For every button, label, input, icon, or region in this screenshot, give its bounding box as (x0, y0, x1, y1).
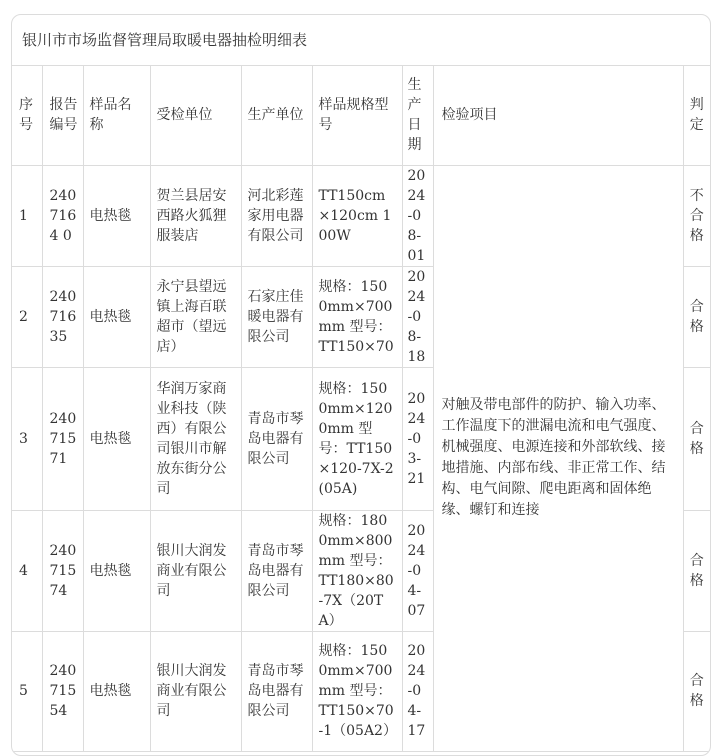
header-seq: 序号 (12, 66, 42, 165)
cell-sample-name: 电热毯 (83, 510, 150, 631)
cell-producer: 石家庄佳暖电器有限公司 (241, 266, 312, 367)
cell-spec-model: 规格：1800mm×800mm 型号：TT180×80-7X（20TA） (312, 510, 402, 631)
cell-production-date: 2024-04-07 (402, 510, 433, 631)
cell-spec-model: 规格：1500mm×700mm 型号：TT150×70 (312, 266, 402, 367)
cell-production-date: 2024-04-17 (402, 631, 433, 751)
cell-report-no: 24071571 (42, 367, 83, 510)
header-production-date: 生产日期 (402, 66, 433, 165)
cell-judgment: 合格 (683, 367, 710, 510)
cell-seq: 5 (12, 631, 42, 751)
header-judgment: 判定 (683, 66, 710, 165)
cell-inspection-items: 对触及带电部件的防护、输入功率、工作温度下的泄漏电流和电气强度、机械强度、电源连接和外部软线、接地措施、内部布线、非正常工作、结构、电气间隙、爬电距离和固体绝缘、螺钉和连接 (433, 165, 683, 751)
cell-producer: 青岛市琴岛电器有限公司 (241, 510, 312, 631)
header-inspected-unit: 受检单位 (150, 66, 241, 165)
inspection-table-card (11, 14, 711, 756)
cell-report-no: 24071554 (42, 631, 83, 751)
header-producer: 生产单位 (241, 66, 312, 165)
cell-inspected-unit: 永宁县望远镇上海百联超市（望远店） (150, 266, 241, 367)
table-row (12, 165, 710, 266)
cell-judgment: 不合格 (683, 165, 710, 266)
cell-spec-model: 规格：1500mm×700mm 型号：TT150×70-1（05A2） (312, 631, 402, 751)
header-inspection-items: 检验项目 (433, 66, 683, 165)
cell-inspected-unit: 华润万家商业科技（陕西）有限公司银川市解放东街分公司 (150, 367, 241, 510)
cell-sample-name: 电热毯 (83, 631, 150, 751)
cell-sample-name: 电热毯 (83, 165, 150, 266)
cell-seq: 2 (12, 266, 42, 367)
cell-production-date: 2024-08-01 (402, 165, 433, 266)
cell-spec-model: TT150cm×120cm 100W (312, 165, 402, 266)
cell-judgment: 合格 (683, 631, 710, 751)
cell-report-no: 2407164 0 (42, 165, 83, 266)
table-title: 银川市市场监督管理局取暖电器抽检明细表 (12, 15, 710, 66)
header-spec-model: 样品规格型号 (312, 66, 402, 165)
header-report-no: 报告编号 (42, 66, 83, 165)
cell-production-date: 2024-03-21 (402, 367, 433, 510)
cell-report-no: 24071574 (42, 510, 83, 631)
cell-producer: 青岛市琴岛电器有限公司 (241, 367, 312, 510)
cell-inspected-unit: 银川大润发商业有限公司 (150, 510, 241, 631)
header-row (12, 66, 710, 165)
cell-seq: 1 (12, 165, 42, 266)
inspection-table (12, 66, 710, 752)
cell-production-date: 2024-08-18 (402, 266, 433, 367)
cell-producer: 青岛市琴岛电器有限公司 (241, 631, 312, 751)
cell-judgment: 合格 (683, 510, 710, 631)
cell-sample-name: 电热毯 (83, 266, 150, 367)
cell-producer: 河北彩莲家用电器有限公司 (241, 165, 312, 266)
cell-inspected-unit: 银川大润发商业有限公司 (150, 631, 241, 751)
cell-seq: 4 (12, 510, 42, 631)
header-sample-name: 样品名称 (83, 66, 150, 165)
cell-spec-model: 规格：1500mm×1200mm 型号：TT150×120-7X-2(05A) (312, 367, 402, 510)
cell-sample-name: 电热毯 (83, 367, 150, 510)
cell-inspected-unit: 贺兰县居安西路火狐狸服装店 (150, 165, 241, 266)
cell-judgment: 合格 (683, 266, 710, 367)
cell-seq: 3 (12, 367, 42, 510)
cell-report-no: 24071635 (42, 266, 83, 367)
